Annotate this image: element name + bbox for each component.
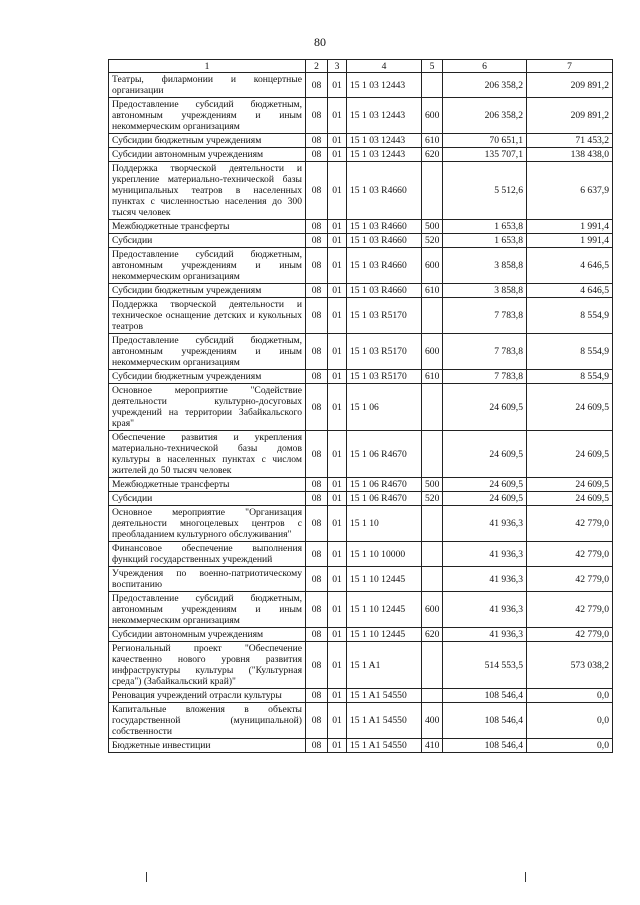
section-code-cell: 08 — [306, 98, 328, 134]
column-header: 1 — [109, 60, 306, 73]
subsection-code-cell: 01 — [328, 73, 347, 98]
subsection-code-cell: 01 — [328, 431, 347, 478]
target-article-cell: 15 1 03 R5170 — [347, 298, 422, 334]
section-code-cell: 08 — [306, 592, 328, 628]
table-row — [109, 98, 613, 134]
row-name-cell: Театры, филармонии и концертные организации — [109, 73, 306, 98]
expense-type-cell: 600 — [422, 592, 443, 628]
page-number: 80 — [314, 35, 326, 49]
amount-col6-cell: 5 512,6 — [443, 162, 527, 220]
section-code-cell: 08 — [306, 703, 328, 739]
amount-col6-cell: 108 546,4 — [443, 739, 527, 753]
row-name-cell: Субсидии бюджетным учреждениям — [109, 134, 306, 148]
expense-type-cell — [422, 689, 443, 703]
expense-type-cell — [422, 162, 443, 220]
table-row — [109, 506, 613, 542]
amount-col6-cell: 1 653,8 — [443, 220, 527, 234]
expense-type-cell: 610 — [422, 284, 443, 298]
amount-col6-cell: 206 358,2 — [443, 73, 527, 98]
expense-type-cell: 600 — [422, 248, 443, 284]
table-row — [109, 220, 613, 234]
subsection-code-cell: 01 — [328, 567, 347, 592]
amount-col6-cell: 70 651,1 — [443, 134, 527, 148]
target-article-cell: 15 1 A1 54550 — [347, 703, 422, 739]
row-name-cell: Межбюджетные трансферты — [109, 478, 306, 492]
subsection-code-cell: 01 — [328, 542, 347, 567]
table-row — [109, 298, 613, 334]
amount-col7-cell: 6 637,9 — [527, 162, 613, 220]
table-row — [109, 134, 613, 148]
column-header: 7 — [527, 60, 613, 73]
section-code-cell: 08 — [306, 642, 328, 689]
table-row — [109, 370, 613, 384]
row-name-cell: Субсидии автономным учреждениям — [109, 148, 306, 162]
column-header: 2 — [306, 60, 328, 73]
subsection-code-cell: 01 — [328, 506, 347, 542]
table-row — [109, 642, 613, 689]
table-row — [109, 234, 613, 248]
table-row — [109, 542, 613, 567]
table-row — [109, 73, 613, 98]
amount-col6-cell: 1 653,8 — [443, 234, 527, 248]
expense-type-cell — [422, 431, 443, 478]
expense-type-cell: 600 — [422, 98, 443, 134]
subsection-code-cell: 01 — [328, 628, 347, 642]
amount-col7-cell: 8 554,9 — [527, 334, 613, 370]
amount-col7-cell: 24 609,5 — [527, 478, 613, 492]
target-article-cell: 15 1 10 — [347, 506, 422, 542]
expense-type-cell: 620 — [422, 148, 443, 162]
amount-col6-cell: 514 553,5 — [443, 642, 527, 689]
target-article-cell: 15 1 06 — [347, 384, 422, 431]
amount-col6-cell: 3 858,8 — [443, 284, 527, 298]
subsection-code-cell: 01 — [328, 298, 347, 334]
target-article-cell: 15 1 03 R4660 — [347, 162, 422, 220]
table-row — [109, 148, 613, 162]
table-row — [109, 592, 613, 628]
row-name-cell: Субсидии автономным учреждениям — [109, 628, 306, 642]
amount-col7-cell: 8 554,9 — [527, 370, 613, 384]
expense-type-cell — [422, 506, 443, 542]
subsection-code-cell: 01 — [328, 739, 347, 753]
amount-col7-cell: 42 779,0 — [527, 628, 613, 642]
amount-col7-cell: 209 891,2 — [527, 73, 613, 98]
section-code-cell: 08 — [306, 384, 328, 431]
amount-col6-cell: 41 936,3 — [443, 592, 527, 628]
table-row — [109, 492, 613, 506]
subsection-code-cell: 01 — [328, 478, 347, 492]
amount-col6-cell: 24 609,5 — [443, 492, 527, 506]
expense-type-cell: 600 — [422, 334, 443, 370]
row-name-cell: Бюджетные инвестиции — [109, 739, 306, 753]
subsection-code-cell: 01 — [328, 689, 347, 703]
amount-col7-cell: 4 646,5 — [527, 284, 613, 298]
subsection-code-cell: 01 — [328, 642, 347, 689]
target-article-cell: 15 1 A1 54550 — [347, 739, 422, 753]
table-row — [109, 248, 613, 284]
section-code-cell: 08 — [306, 478, 328, 492]
target-article-cell: 15 1 03 R4660 — [347, 284, 422, 298]
amount-col6-cell: 3 858,8 — [443, 248, 527, 284]
section-code-cell: 08 — [306, 134, 328, 148]
subsection-code-cell: 01 — [328, 703, 347, 739]
section-code-cell: 08 — [306, 542, 328, 567]
amount-col6-cell: 7 783,8 — [443, 334, 527, 370]
target-article-cell: 15 1 06 R4670 — [347, 492, 422, 506]
subsection-code-cell: 01 — [328, 134, 347, 148]
amount-col6-cell: 7 783,8 — [443, 298, 527, 334]
row-name-cell: Основное мероприятие "Содействие деятельности культурно-досуговых учреждений на территории Забайкальского края" — [109, 384, 306, 431]
target-article-cell: 15 1 10 10000 — [347, 542, 422, 567]
amount-col6-cell: 7 783,8 — [443, 370, 527, 384]
subsection-code-cell: 01 — [328, 284, 347, 298]
row-name-cell: Предоставление субсидий бюджетным, автономным учреждениям и иным некоммерческим организациям — [109, 592, 306, 628]
amount-col6-cell: 24 609,5 — [443, 431, 527, 478]
row-name-cell: Субсидии — [109, 492, 306, 506]
subsection-code-cell: 01 — [328, 220, 347, 234]
amount-col7-cell: 4 646,5 — [527, 248, 613, 284]
target-article-cell: 15 1 10 12445 — [347, 592, 422, 628]
section-code-cell: 08 — [306, 492, 328, 506]
section-code-cell: 08 — [306, 370, 328, 384]
target-article-cell: 15 1 03 R4660 — [347, 234, 422, 248]
margin-mark-right — [525, 872, 526, 882]
section-code-cell: 08 — [306, 73, 328, 98]
subsection-code-cell: 01 — [328, 370, 347, 384]
row-name-cell: Поддержка творческой деятельности и укрепление материально-технической базы муниципальных театров в населенных пунктах с численностью населения до 300 тысяч человек — [109, 162, 306, 220]
column-header: 6 — [443, 60, 527, 73]
amount-col7-cell: 42 779,0 — [527, 567, 613, 592]
row-name-cell: Основное мероприятие "Организация деятельности многоцелевых центров с преобладанием культурного обслуживания" — [109, 506, 306, 542]
section-code-cell: 08 — [306, 431, 328, 478]
expense-type-cell: 500 — [422, 220, 443, 234]
header-row — [109, 60, 613, 73]
amount-col7-cell: 42 779,0 — [527, 506, 613, 542]
amount-col6-cell: 24 609,5 — [443, 478, 527, 492]
amount-col7-cell: 0,0 — [527, 739, 613, 753]
section-code-cell: 08 — [306, 148, 328, 162]
target-article-cell: 15 1 10 12445 — [347, 628, 422, 642]
amount-col7-cell: 209 891,2 — [527, 98, 613, 134]
section-code-cell: 08 — [306, 220, 328, 234]
row-name-cell: Предоставление субсидий бюджетным, автономным учреждениям и иным некоммерческим организациям — [109, 334, 306, 370]
expense-type-cell — [422, 298, 443, 334]
target-article-cell: 15 1 A1 — [347, 642, 422, 689]
amount-col7-cell: 24 609,5 — [527, 492, 613, 506]
table-row — [109, 284, 613, 298]
expense-type-cell: 520 — [422, 492, 443, 506]
table-body — [109, 73, 613, 753]
subsection-code-cell: 01 — [328, 592, 347, 628]
subsection-code-cell: 01 — [328, 384, 347, 431]
row-name-cell: Финансовое обеспечение выполнения функций государственных учреждений — [109, 542, 306, 567]
amount-col6-cell: 206 358,2 — [443, 98, 527, 134]
section-code-cell: 08 — [306, 162, 328, 220]
section-code-cell: 08 — [306, 567, 328, 592]
row-name-cell: Реновация учреждений отрасли культуры — [109, 689, 306, 703]
column-header: 5 — [422, 60, 443, 73]
target-article-cell: 15 1 03 R5170 — [347, 334, 422, 370]
target-article-cell: 15 1 06 R4670 — [347, 478, 422, 492]
amount-col6-cell: 41 936,3 — [443, 628, 527, 642]
target-article-cell: 15 1 03 R4660 — [347, 220, 422, 234]
row-name-cell: Региональный проект "Обеспечение качественно нового уровня развития инфраструктуры культуры ("Культурная среда") (Забайкальский край)" — [109, 642, 306, 689]
expense-type-cell — [422, 542, 443, 567]
row-name-cell: Субсидии бюджетным учреждениям — [109, 284, 306, 298]
target-article-cell: 15 1 03 12443 — [347, 98, 422, 134]
expense-type-cell — [422, 384, 443, 431]
table-row — [109, 739, 613, 753]
subsection-code-cell: 01 — [328, 148, 347, 162]
section-code-cell: 08 — [306, 689, 328, 703]
section-code-cell: 08 — [306, 739, 328, 753]
table-row — [109, 431, 613, 478]
amount-col6-cell: 108 546,4 — [443, 703, 527, 739]
subsection-code-cell: 01 — [328, 162, 347, 220]
table-row — [109, 703, 613, 739]
amount-col7-cell: 42 779,0 — [527, 592, 613, 628]
section-code-cell: 08 — [306, 284, 328, 298]
table-row — [109, 628, 613, 642]
amount-col6-cell: 24 609,5 — [443, 384, 527, 431]
expense-type-cell: 410 — [422, 739, 443, 753]
expense-type-cell: 520 — [422, 234, 443, 248]
expense-type-cell — [422, 642, 443, 689]
amount-col7-cell: 42 779,0 — [527, 542, 613, 567]
expense-type-cell: 620 — [422, 628, 443, 642]
table-row — [109, 334, 613, 370]
section-code-cell: 08 — [306, 234, 328, 248]
amount-col7-cell: 71 453,2 — [527, 134, 613, 148]
target-article-cell: 15 1 03 R4660 — [347, 248, 422, 284]
row-name-cell: Учреждения по военно-патриотическому воспитанию — [109, 567, 306, 592]
section-code-cell: 08 — [306, 298, 328, 334]
target-article-cell: 15 1 10 12445 — [347, 567, 422, 592]
amount-col7-cell: 138 438,0 — [527, 148, 613, 162]
margin-mark-left — [146, 872, 147, 882]
expense-type-cell — [422, 567, 443, 592]
amount-col6-cell: 41 936,3 — [443, 542, 527, 567]
section-code-cell: 08 — [306, 628, 328, 642]
expense-type-cell: 500 — [422, 478, 443, 492]
section-code-cell: 08 — [306, 248, 328, 284]
subsection-code-cell: 01 — [328, 234, 347, 248]
amount-col7-cell: 1 991,4 — [527, 220, 613, 234]
table-row — [109, 478, 613, 492]
budget-table — [108, 59, 613, 753]
amount-col7-cell: 0,0 — [527, 703, 613, 739]
amount-col7-cell: 573 038,2 — [527, 642, 613, 689]
row-name-cell: Обеспечение развития и укрепления материально-технической базы домов культуры в населенных пунктах с числом жителей до 50 тысяч человек — [109, 431, 306, 478]
table-row — [109, 567, 613, 592]
amount-col7-cell: 24 609,5 — [527, 384, 613, 431]
amount-col7-cell: 8 554,9 — [527, 298, 613, 334]
expense-type-cell: 610 — [422, 370, 443, 384]
subsection-code-cell: 01 — [328, 492, 347, 506]
target-article-cell: 15 1 A1 54550 — [347, 689, 422, 703]
column-header: 3 — [328, 60, 347, 73]
amount-col6-cell: 41 936,3 — [443, 567, 527, 592]
subsection-code-cell: 01 — [328, 98, 347, 134]
table-row — [109, 384, 613, 431]
amount-col6-cell: 108 546,4 — [443, 689, 527, 703]
target-article-cell: 15 1 03 R5170 — [347, 370, 422, 384]
row-name-cell: Капитальные вложения в объекты государственной (муниципальной) собственности — [109, 703, 306, 739]
row-name-cell: Межбюджетные трансферты — [109, 220, 306, 234]
target-article-cell: 15 1 03 12443 — [347, 134, 422, 148]
table-row — [109, 689, 613, 703]
amount-col7-cell: 0,0 — [527, 689, 613, 703]
column-header: 4 — [347, 60, 422, 73]
subsection-code-cell: 01 — [328, 334, 347, 370]
expense-type-cell — [422, 73, 443, 98]
target-article-cell: 15 1 06 R4670 — [347, 431, 422, 478]
target-article-cell: 15 1 03 12443 — [347, 73, 422, 98]
subsection-code-cell: 01 — [328, 248, 347, 284]
amount-col7-cell: 1 991,4 — [527, 234, 613, 248]
row-name-cell: Поддержка творческой деятельности и техническое оснащение детских и кукольных театров — [109, 298, 306, 334]
expense-type-cell: 400 — [422, 703, 443, 739]
section-code-cell: 08 — [306, 334, 328, 370]
amount-col7-cell: 24 609,5 — [527, 431, 613, 478]
amount-col6-cell: 41 936,3 — [443, 506, 527, 542]
expense-type-cell: 610 — [422, 134, 443, 148]
target-article-cell: 15 1 03 12443 — [347, 148, 422, 162]
table-row — [109, 162, 613, 220]
row-name-cell: Субсидии — [109, 234, 306, 248]
amount-col6-cell: 135 707,1 — [443, 148, 527, 162]
row-name-cell: Предоставление субсидий бюджетным, автономным учреждениям и иным некоммерческим организациям — [109, 248, 306, 284]
row-name-cell: Предоставление субсидий бюджетным, автономным учреждениям и иным некоммерческим организациям — [109, 98, 306, 134]
row-name-cell: Субсидии бюджетным учреждениям — [109, 370, 306, 384]
section-code-cell: 08 — [306, 506, 328, 542]
